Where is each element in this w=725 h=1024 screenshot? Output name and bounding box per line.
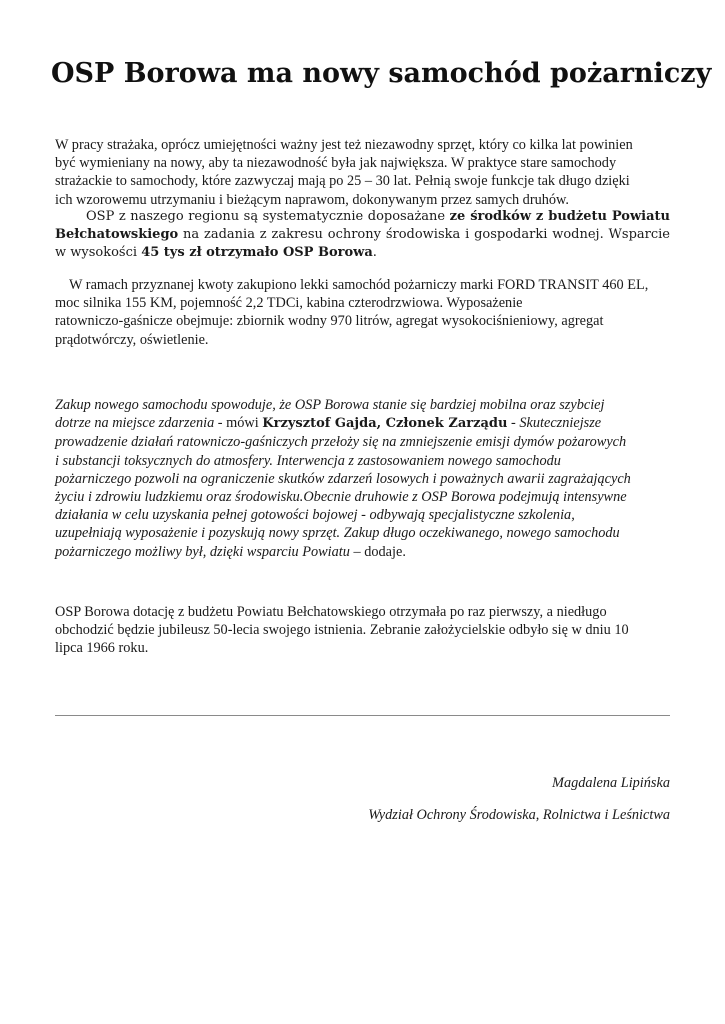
quote-attribution-verb: - mówi [214,415,263,432]
quote-line-2 [55,414,670,433]
intro-line-2: być wymieniany na nowy, aby ta niezawodność była jak największa. W praktyce stare samochody [55,155,617,172]
quote-paragraph [55,396,670,561]
history-line-3: lipca 1966 roku. [55,640,149,657]
quote-line-7: działania w celu uzyskania pełnej gotowości bojowej - odbywają specjalistyczne szkolenia, [55,507,575,524]
quote-line-3: prowadzenie działań ratowniczo-gaśniczych przełoży się na zmniejszenie emisji dymów pożarowych [55,434,627,451]
quote-line-4: i substancji toksycznych do atmosfery. Interwencja z zastosowaniem nowego samochodu [55,452,561,469]
quote-line-9-a: pożarniczego możliwy był, dzięki wsparciu Powiatu [55,543,350,560]
quote-line-1: Zakup nowego samochodu spowoduje, że OSP Borowa stanie się bardziej mobilna oraz szybciej [55,397,605,413]
vehicle-line-2: moc silnika 155 KM, pojemność 2,2 TDCi, kabina czterodrzwiowa. Wyposażenie [55,295,523,312]
separator-line [55,715,670,716]
intro-line-4: ich wzorowemu utrzymaniu i bieżącym naprawom, dokonywanym przez samych druhów. [55,191,569,208]
author-department: Wydział Ochrony Środowiska, Rolnictwa i Leśnictwa [368,807,670,823]
vehicle-line-4: prądotwórczy, oświetlenie. [55,331,209,348]
quote-speaker: Krzysztof Gajda, Członek Zarządu [262,416,508,432]
funding-paragraph [55,208,670,263]
history-line-1: OSP Borowa dotację z budżetu Powiatu Bełchatowskiego otrzymała po raz pierwszy, a niedługo [55,604,607,620]
vehicle-paragraph [55,276,670,349]
quote-dash: - [507,415,520,432]
funding-text-2: na zadania z zakresu ochrony środowiska i gospodarki wodnej. Wsparcie w wysokości [55,227,670,261]
funding-text-3: . [372,245,377,261]
quote-line-9 [55,543,670,561]
vehicle-line-1: W ramach przyznanej kwoty zakupiono lekki samochód pożarniczy marki FORD TRANSIT 460 EL, [69,277,649,293]
vehicle-line-3: ratowniczo-gaśnicze obejmuje: zbiornik wodny 970 litrów, agregat wysokociśnieniowy, agregat [55,313,604,330]
quote-line-2-e: Skuteczniejsze [519,415,602,432]
funding-amount: 45 tys zł otrzymało OSP Borowa [141,245,373,261]
quote-closing: – dodaje. [349,543,406,560]
quote-line-2-a: dotrze na miejsce zdarzenia [55,415,215,432]
funding-text-1: OSP z naszego regionu są systematycznie doposażane [86,209,450,224]
history-paragraph [55,603,670,658]
article-title: OSP Borowa ma nowy samochód pożarniczy [51,58,712,89]
author-name: Magdalena Lipińska [552,775,670,791]
quote-line-5: pożarniczego pozwoli na ograniczenie skutków zdarzeń losowych i poważnych awarii zagrażających [55,470,631,487]
intro-line-1: W pracy strażaka, oprócz umiejętności ważny jest też niezawodny sprzęt, który co kilka lat powinien [55,137,633,153]
intro-paragraph [55,136,670,209]
quote-line-6: życiu i zdrowiu ludzkiemu oraz środowisku.Obecnie druhowie z OSP Borowa podejmują intensywne [55,489,627,506]
funding-source: ze środków z budżetu Powiatu Bełchatowskiego [55,209,670,243]
history-line-2: obchodzić będzie jubileusz 50-lecia swojego istnienia. Zebranie założycielskie odbyło się w dniu 10 [55,622,629,639]
quote-line-8: uzupełniają wyposażenie i pozyskują nowy sprzęt. Zakup długo oczekiwanego, nowego samochodu [55,525,620,542]
intro-line-3: strażackie to samochody, które zazwyczaj mają po 25 – 30 lat. Pełnią swoje funkcje tak długo dzięki [55,173,630,190]
